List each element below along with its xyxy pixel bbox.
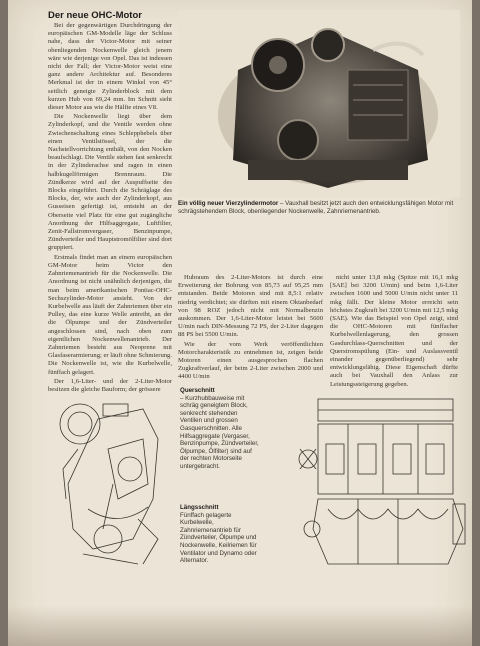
- paragraph: Die Nockenwelle liegt über dem Zylinderkopf, und die Ventile werden ohne Zwischenschaltung eines Schlepphebels über einen Ventilstössel, der die Nachstellvorrichtung enthält, von den Nocken beaufschlagt. Die Ventile stehen fast senkrecht in der Zylinderachse und ragen in einen halbkugelförmigen Brennraum. Die Zündkerze wird auf der Auspuffseite des Blocks eingeführt. Durch die Schräglage des Blocks, der, wie auch der Zylinderkopf, aus Gusseisen gefertigt ist, entsteht an der Oberseite viel Platz für eine gut zugängliche Anordnung der Hilfsaggregate, Luftfilter, Zenit-Fallstromvergaser, Benzinpumpe, Zündverteiler und Hauptstromölfilter sind dort gruppiert.: [48, 113, 172, 252]
- cross-section-caption: [180, 387, 260, 471]
- caption-text: – Vauxhall besitzt jetzt auch den entwicklungsfähigen Motor mit schrägstehendem Block, obenliegender Nockenwelle, Zahnriemenantrieb.: [178, 200, 454, 215]
- article-heading: Der neue OHC-Motor: [48, 10, 142, 21]
- engine-photo-graphic: [178, 10, 460, 197]
- cross-section-drawing: [48, 389, 176, 584]
- paragraph: Hubraum des 2-Liter-Motors ist durch eine Erweiterung der Bohrung von 85,73 auf 95,25 mm entstanden. Beide Motoren sind mit 8,5:1 relativ niedrig verdichtet; sie dürften mit einem Oktanbedarf von 98 ROZ jedoch nicht mit Normalbenzin auskommen. Der 1,6-Liter-Motor leistet bei 5600 U/min nach DIN-Messung 72 PS, der 2-Liter dagegen 88 PS bei 5500 U/min.: [178, 274, 323, 339]
- cross-section-title: Querschnitt: [180, 387, 215, 394]
- paragraph: Bei der gegenwärtigen Durchdringung der europäischen GM-Modelle läge der Schluss nahe, dass der Victor-Motor mit seiner obenliegenden Nockenwelle gleich jenem wäre wie derjenige von Opel. Das ist indessen nicht der Fall; der Victor-Motor weist eine ganz andere Architektur auf. Besonderes Merkmal ist der in einem Winkel von 45° seitlich geneigte Zylinderblock mit dem kurzen Hub von 69,24 mm. Im Schnitt sieht dieser Motor aus wie die Hälfte eines V8.: [48, 22, 172, 112]
- caption-title: Ein völlig neuer Vierzylindermotor: [178, 200, 279, 207]
- cross-section-text: – Kurzhubbauweise mit schräg geneigtem Block, senkrecht stehenden Ventilen und grossen Gasquerschnitten. Alle Hilfsaggregate (Vergaser, Benzinpumpe, Zündverteiler, Ölpumpe, Ölfilter) sind auf der rechten Motorseite untergebracht.: [180, 394, 259, 470]
- longitudinal-section-graphic: [298, 389, 470, 589]
- paragraph: Der 1,6-Liter- und der 2-Liter-Motor besitzen die gleiche Bauform; der grössere: [48, 377, 172, 393]
- cross-section-graphic: [48, 389, 176, 584]
- longitudinal-section-caption: [180, 504, 260, 565]
- text-column-middle: [178, 274, 323, 383]
- longitudinal-section-text: Fünffach gelagerte Kurbelwelle, Zahnriemenantrieb für Zündverteiler, Ölpumpe und Nockenwelle, Keilriemen für Ventilator und Dynamo oder Alternator.: [180, 511, 257, 565]
- paragraph: Wie der vom Werk veröffentlichten Motorcharakteristik zu entnehmen ist, zeigen beide Motoren einen ausgesprochen flachen Zugkraftverlauf, der beim 2-Liter zwischen 2000 und 4400 U/min: [178, 340, 323, 381]
- photo-caption: [178, 200, 461, 216]
- paragraph: nicht unter 13,8 mkg (Spitze mit 16,1 mkg [SAE] bei 3200 U/min) und beim 1,6-Liter zwischen 1600 und 5000 U/min nicht unter 11 mkg fällt. Der kleine Motor erreicht sein höchstes Zugkraft bei 3200 U/min mit 12,5 mkg (SAE). Wie das Beispiel von Opel zeigt, sind die OHC-Motoren mit fünffacher Kurbelwellenlagerung, den grossen Gasdurchlass-Querschnitten und der Querstromspülung (Ein- und Auslassventil einander gegenüberliegend) sehr entwicklungsfähig. Diese Eigenschaft dürfte auch bei Vauxhall den Anlass zur Leistungssteigerung gegeben.: [330, 274, 458, 388]
- longitudinal-section-drawing: [298, 389, 470, 589]
- engine-photo: [178, 10, 460, 197]
- magazine-page: [8, 0, 472, 646]
- text-column-left: [48, 22, 172, 395]
- text-column-right: [330, 274, 458, 390]
- longitudinal-section-title: Längsschnitt: [180, 504, 219, 511]
- paragraph: Erstmals findet man an einem europäischen GM-Motor beim Victor den Zahnriemenantrieb für die Nockenwelle. Die Anordnung ist nicht unähnlich derjenigen, die man beim amerikanischen Pontiac-OHC-Sechszylinder-Motor ansieht. Von der Kurbelwelle aus läuft der Zahnriemen über ein Pulley, das eine kurze Welle antreibt, an der die Ölpumpe und der Zündverteiler angeschlossen sind, nach oben zum eigentlichen Nockenwellenantrieb. Der Zahnriemen besteht aus Neoprene mit Glasfaserarmierung; er läuft ohne Schmierung. Die Nockenwelle ist, wie die Kurbelwelle, fünffach gelagert.: [48, 253, 172, 376]
